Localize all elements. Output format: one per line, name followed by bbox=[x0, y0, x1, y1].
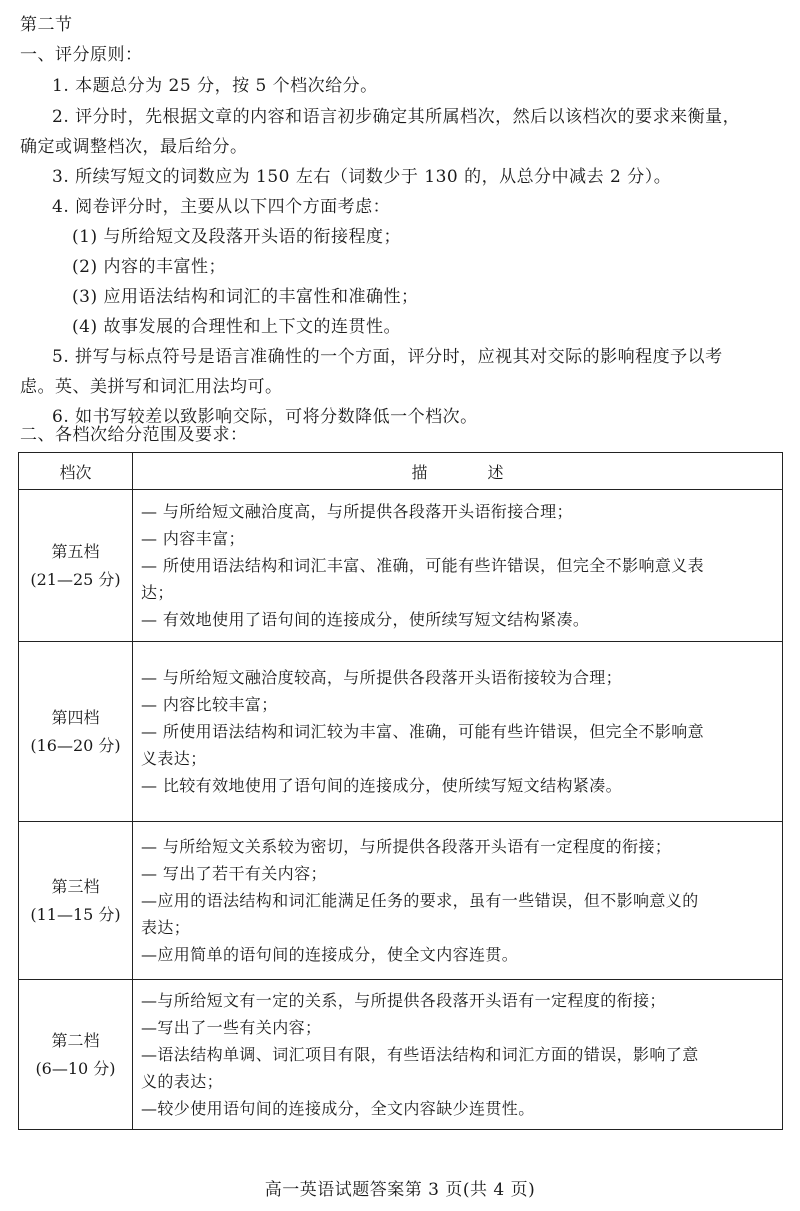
rule-item: 2. 评分时，先根据文章的内容和语言初步确定其所属档次，然后以该档次的要求来衡量， bbox=[52, 107, 741, 127]
description-cell bbox=[133, 980, 783, 1130]
description-line: —语法结构单调、词汇项目有限，有些语法结构和词汇方面的错误，影响了意 bbox=[141, 1045, 699, 1064]
level-cell bbox=[19, 980, 133, 1130]
table-row bbox=[19, 490, 783, 642]
description-line: — 所使用语法结构和词汇丰富、准确，可能有些许错误，但完全不影响意义表 bbox=[141, 556, 705, 575]
rule-subitem: (4) 故事发展的合理性和上下文的连贯性。 bbox=[72, 317, 401, 337]
description-line: —与所给短文有一定的关系，与所提供各段落开头语有一定程度的衔接； bbox=[141, 991, 666, 1010]
table-row bbox=[19, 980, 783, 1130]
rule-subitem: (2) 内容的丰富性； bbox=[72, 257, 226, 277]
part1-heading: 一、评分原则： bbox=[20, 45, 143, 65]
description-line: — 内容丰富； bbox=[141, 529, 245, 548]
level-cell bbox=[19, 490, 133, 642]
description-cell bbox=[133, 822, 783, 980]
level-range: (6—10 分) bbox=[35, 1058, 116, 1078]
description-line: — 比较有效地使用了语句间的连接成分，使所续写短文结构紧凑。 bbox=[141, 776, 623, 795]
table-row bbox=[19, 642, 783, 822]
description-line: — 与所给短文关系较为密切，与所提供各段落开头语有一定程度的衔接； bbox=[141, 837, 672, 856]
description-line: —应用的语法结构和词汇能满足任务的要求，虽有一些错误，但不影响意义的 bbox=[141, 891, 699, 910]
description-line: —较少使用语句间的连接成分，全文内容缺少连贯性。 bbox=[141, 1099, 535, 1118]
grading-table bbox=[18, 452, 783, 1130]
level-name: 第四档 bbox=[51, 707, 100, 727]
level-name: 第五档 bbox=[51, 541, 100, 561]
level-name: 第二档 bbox=[51, 1030, 100, 1050]
table-row bbox=[19, 822, 783, 980]
description-line: — 与所给短文融洽度较高，与所提供各段落开头语衔接较为合理； bbox=[141, 668, 623, 687]
description-line: 达； bbox=[141, 583, 174, 602]
rule-item: 6. 如书写较差以致影响交际，可将分数降低一个档次。 bbox=[52, 407, 478, 427]
description-line: — 与所给短文融洽度高，与所提供各段落开头语衔接合理； bbox=[141, 502, 573, 521]
rule-item-continuation: 虑。英、美拼写和词汇用法均可。 bbox=[20, 377, 283, 397]
description-line: —应用简单的语句间的连接成分，使全文内容连贯。 bbox=[141, 945, 519, 964]
description-cell bbox=[133, 642, 783, 822]
rule-item: 5. 拼写与标点符号是语言准确性的一个方面，评分时，应视其对交际的影响程度予以考 bbox=[52, 347, 723, 367]
table-header-row bbox=[19, 453, 783, 490]
description-line: —写出了一些有关内容； bbox=[141, 1018, 322, 1037]
level-range: (21—25 分) bbox=[30, 569, 121, 589]
level-cell bbox=[19, 822, 133, 980]
level-cell bbox=[19, 642, 133, 822]
description-line: 义的表达； bbox=[141, 1072, 224, 1091]
description-line: — 内容比较丰富； bbox=[141, 695, 278, 714]
level-range: (16—20 分) bbox=[30, 735, 121, 755]
description-line: 义表达； bbox=[141, 749, 207, 768]
section-title: 第二节 bbox=[20, 15, 73, 35]
level-range: (11—15 分) bbox=[30, 904, 121, 924]
page-footer: 高一英语试题答案第 3 页(共 4 页) bbox=[264, 1180, 536, 1200]
description-line: — 写出了若干有关内容； bbox=[141, 864, 327, 883]
rule-subitem: (1) 与所给短文及段落开头语的衔接程度； bbox=[72, 227, 401, 247]
column-header-description: 描述 bbox=[133, 453, 783, 490]
rule-subitem: (3) 应用语法结构和词汇的丰富性和准确性； bbox=[72, 287, 419, 307]
description-line: — 有效地使用了语句间的连接成分，使所续写短文结构紧凑。 bbox=[141, 610, 590, 629]
description-cell bbox=[133, 490, 783, 642]
level-name: 第三档 bbox=[51, 876, 100, 896]
description-line: 表达； bbox=[141, 918, 191, 937]
rule-item: 4. 阅卷评分时，主要从以下四个方面考虑： bbox=[52, 197, 391, 217]
description-line: — 所使用语法结构和词汇较为丰富、准确，可能有些许错误，但完全不影响意 bbox=[141, 722, 705, 741]
rule-item: 3. 所续写短文的词数应为 150 左右（词数少于 130 的，从总分中减去 2 分）。 bbox=[52, 167, 672, 187]
rule-item: 1. 本题总分为 25 分，按 5 个档次给分。 bbox=[52, 76, 378, 96]
rule-item-continuation: 确定或调整档次，最后给分。 bbox=[20, 137, 248, 157]
part2-heading: 二、各档次给分范围及要求： bbox=[20, 425, 248, 445]
column-header-level: 档次 bbox=[19, 453, 133, 490]
